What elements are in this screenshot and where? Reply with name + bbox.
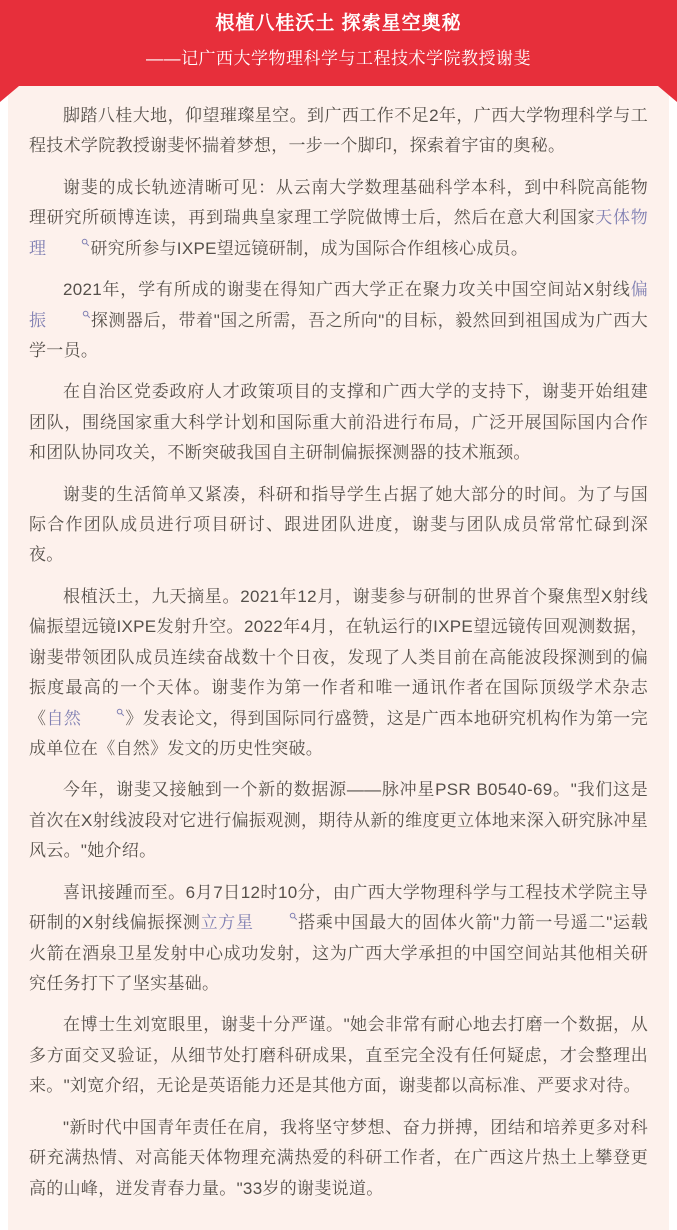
search-icon xyxy=(47,238,90,249)
article-paragraph: 根植沃土，九天摘星。2021年12月，谢斐参与研制的世界首个聚焦型X射线偏振望远镜IXPE发射升空。2022年4月，在轨运行的IXPE望远镜传回观测数据，谢斐带领团队成员连续奋战数十个日夜，发现了人类目前在高能波段探测到的偏振度最高的一个天体。谢斐作为第一作者和唯一通讯作者在国际顶级学术杂志《自然 》发表论文，得到国际同行盛赞，这是广西本地研究机构作为第一完成单位在《自然》发文的历史性突破。 xyxy=(29,586,649,759)
article-paragraph: 脚踏八桂大地，仰望璀璨星空。到广西工作不足2年，广西大学物理科学与工程技术学院教授谢斐怀揣着梦想，一步一个脚印，探索着宇宙的奥秘。 xyxy=(29,106,648,156)
search-icon xyxy=(48,310,91,321)
inline-search-link[interactable]: 自然 xyxy=(46,709,125,728)
page-title: 根植八桂沃土 探索星空奥秘 xyxy=(215,13,462,34)
search-icon xyxy=(255,912,298,923)
inline-search-link[interactable]: 立方星 xyxy=(201,913,298,932)
article-paragraph: 2021年，学有所成的谢斐在得知广西大学正在聚力攻关中国空间站X射线偏振 探测器后，带着"国之所需，吾之所向"的目标，毅然回到祖国成为广西大学一员。 xyxy=(29,280,648,360)
header-ribbon xyxy=(0,0,677,86)
article-paragraph: 喜讯接踵而至。6月7日12时10分，由广西大学物理科学与工程技术学院主导研制的X射线偏振探测立方星 搭乘中国最大的固体火箭"力箭一号遥二"运载火箭在酒泉卫星发射中心成功发射，这为广西大学承担的中国空间站其他相关研究任务打下了坚实基础。 xyxy=(29,882,648,993)
ribbon-fold-left-icon xyxy=(0,86,19,102)
article-paragraph: "新时代中国青年责任在肩，我将坚守梦想、奋力拼搏，团结和培养更多对科研充满热情、对高能天体物理充满热爱的科研工作者，在广西这片热土上攀登更高的山峰，迸发青春力量。"33岁的谢斐说道。 xyxy=(29,1117,648,1198)
inline-search-link[interactable]: 偏振 xyxy=(29,280,648,330)
article-body xyxy=(8,86,669,1230)
article-paragraph: 谢斐的成长轨迹清晰可见：从云南大学数理基础科学本科，到中科院高能物理研究所硕博连读，再到瑞典皇家理工学院做博士后，然后在意大利国家天体物理 研究所参与IXPE望远镜研制，成为国际合作组核心成员。 xyxy=(29,177,648,258)
article-paragraph: 今年，谢斐又接触到一个新的数据源——脉冲星PSR B0540-69。"我们这是首次在X射线波段对它进行偏振观测，期待从新的维度更立体地来深入研究脉冲星风云。"她介绍。 xyxy=(29,780,648,861)
article-paragraph: 谢斐的生活简单又紧凑，科研和指导学生占据了她大部分的时间。为了与国际合作团队成员进行项目研讨、跟进团队进度，谢斐与团队成员常常忙碌到深夜。 xyxy=(29,484,648,565)
article-paragraph: 在博士生刘宽眼里，谢斐十分严谨。"她会非常有耐心地去打磨一个数据，从多方面交叉验证，从细节处打磨科研成果，直至完全没有任何疑虑，才会整理出来。"刘宽介绍，无论是英语能力还是其他方面，谢斐都以高标准、严要求对待。 xyxy=(29,1015,648,1096)
page-subtitle: ——记广西大学物理科学与工程技术学院教授谢斐 xyxy=(146,48,531,68)
article-paragraph: 在自治区党委政府人才政策项目的支撑和广西大学的支持下，谢斐开始组建团队，围绕国家重大科学计划和国际重大前沿进行布局，广泛开展国际国内合作和团队协同攻关，不断突破我国自主研制偏振探测器的技术瓶颈。 xyxy=(29,382,648,463)
search-icon xyxy=(82,708,125,719)
ribbon-fold-right-icon xyxy=(658,86,677,102)
inline-search-link[interactable]: 天体物理 xyxy=(29,208,648,258)
